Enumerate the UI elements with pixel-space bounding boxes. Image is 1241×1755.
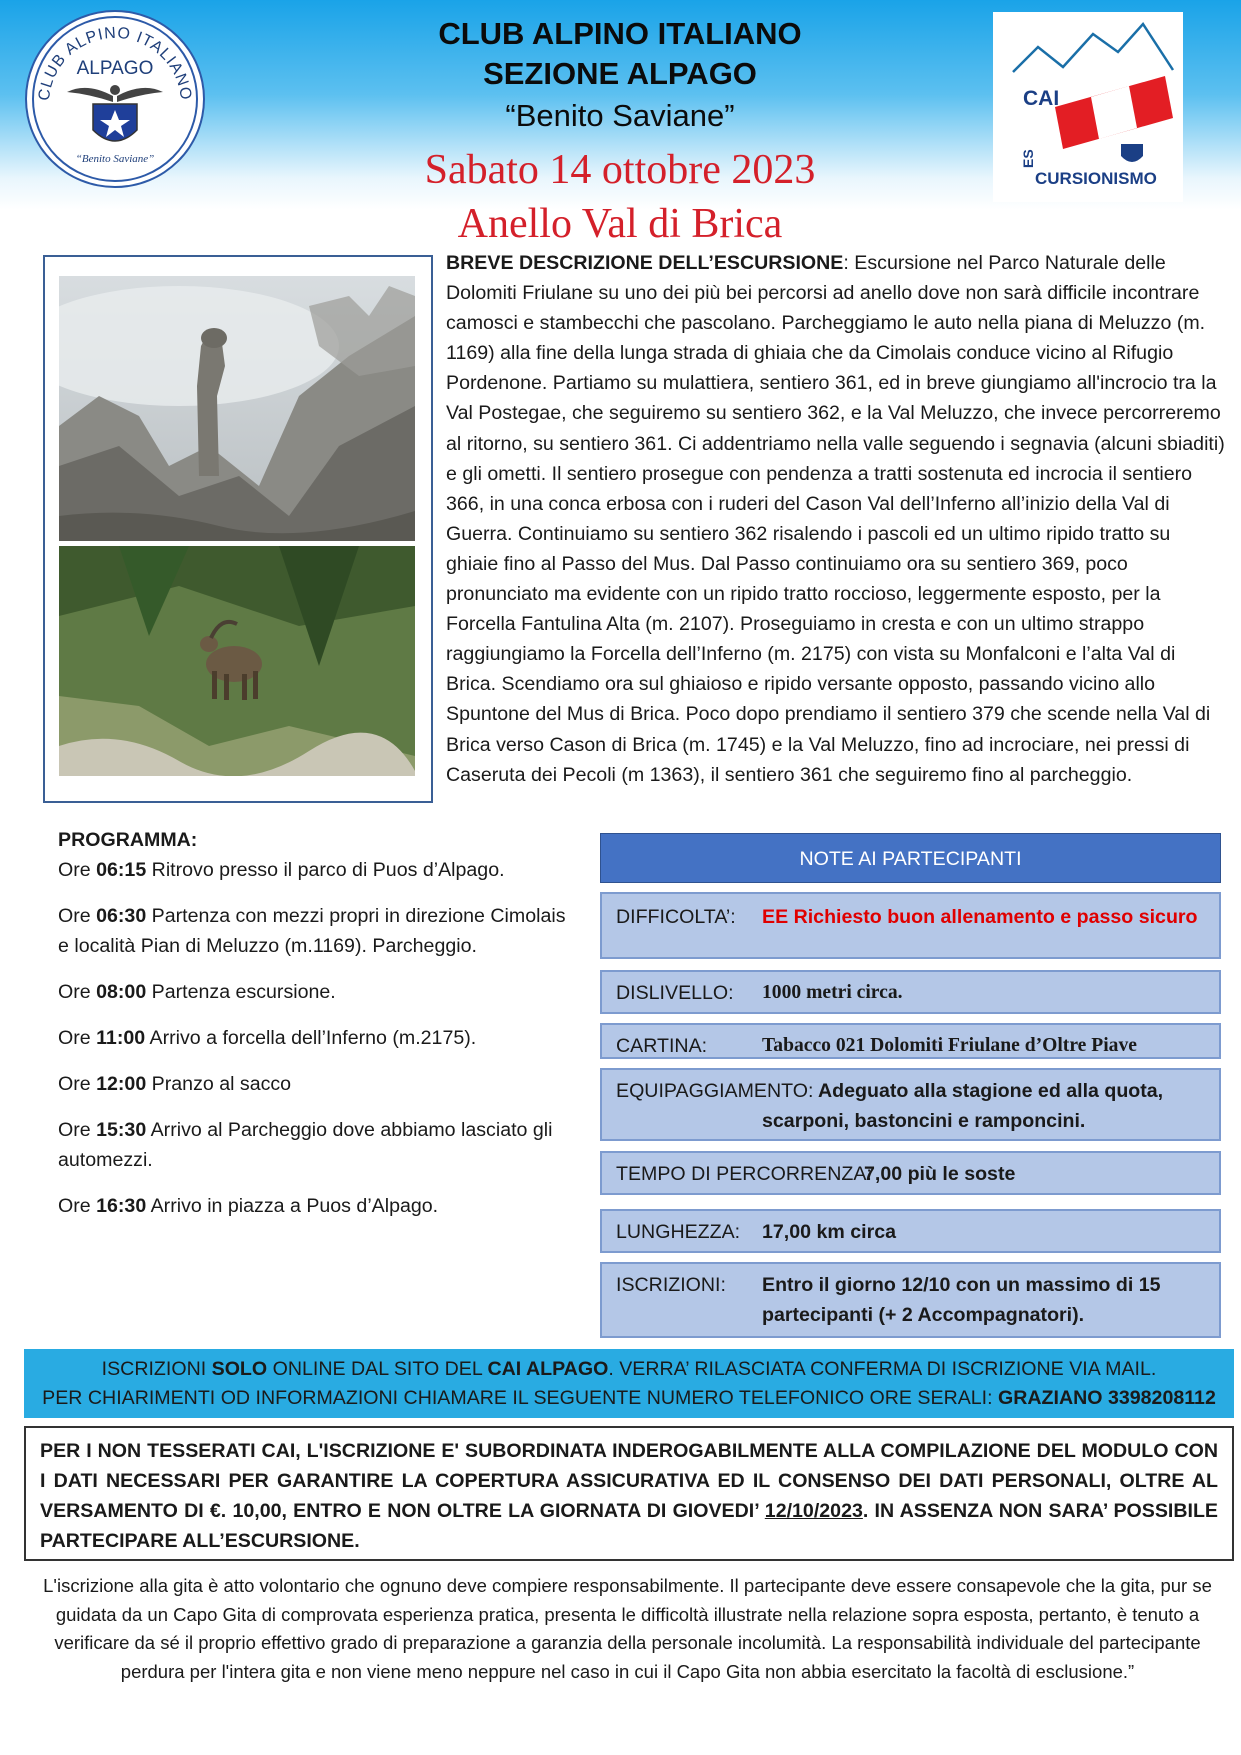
logo-name: ALPAGO bbox=[76, 58, 154, 79]
description-text: : Escursione nel Parco Naturale delle Dolomiti Friulane su uno dei più bei percorsi ad anello dove non sarà difficile incontrare camosci e stambecchi che pascolano. Parcheggiamo le auto nella piana di Meluzzo (m. 1169) alla fine della lunga strada di ghiaia che da Cimolais conduce vicino al Rifugio Pordenone. Partiamo su mulattiera, sentiero 361, ed in breve giungiamo all'incrocio tra la Val Postegae, che seguiremo su sentiero 362, e la Val Meluzzo, che invece percorreremo al ritorno, su sentiero 361. Ci addentriamo nella valle seguendo i segnavia (alcuni sbiaditi) e gli ometti. Il sentiero prosegue con pendenza a tratti sostenuta ed incrocia il sentiero 366, in una conca erbosa con i ruderi del Cason Val dell’Inferno all’inizio della Val di Guerra. Continuiamo su sentiero 362 risalendo i pascoli ed un ultimo ripido tratto su ghiaie fino al Passo del Mus. Dal Passo continuiamo ora su sentiero 369, poco pronunciato ma evidente con un ripido tratto roccioso, leggermente esposto, per la Forcella Fantulina Alta (m. 2107). Proseguiamo in cresta e con un ultimo strappo raggiungiamo la Forcella dell’Inferno (m. 2175) con vista su Monfalconi e l’alta Val di Brica. Scendiamo ora sul ghiaioso e ripido versante opposto, passando vicino allo Spuntone del Mus di Brica. Poco dopo prendiamo il sentiero 379 che scende nella Val di Brica verso Cason di Brica (m. 1745) e la Val Meluzzo, fino ad incrociare, nei pressi di Caseruta dei Pecoli (m 1363), il sentiero 361 che seguiremo fino al parcheggio. bbox=[446, 252, 1225, 786]
logo-es-text: ES bbox=[1020, 149, 1036, 168]
photo-frame bbox=[43, 255, 433, 803]
logo-cai-text: CAI bbox=[1023, 87, 1060, 110]
section-name: SEZIONE ALPAGO bbox=[483, 56, 757, 91]
program-time: 12:00 bbox=[96, 1073, 147, 1095]
program-item: Ore 11:00 Arrivo a forcella dell’Inferno (m.2175). bbox=[58, 1027, 477, 1049]
non-member-warning: PER I NON TESSERATI CAI, L'ISCRIZIONE E' SUBORDINATA INDEROGABILMENTE ALLA COMPILAZIONE DEL MODULO CON I DATI NECESSARI PER GARANTIRE LA COPERTURA ASSICURATIVA ED IL CONSENSO DEI DATI PERSONALI, OLTRE AL VERSAMENTO DI €. 10,00, ENTRO E NON OLTRE LA GIORNATA DI GIOVEDI’ 12/10/2023. IN ASSENZA NON SARA’ POSSIBILE PARTECIPARE ALL’ESCURSIONE. bbox=[24, 1426, 1234, 1561]
equip-value-line2: scarponi, bastoncini e ramponcini. bbox=[762, 1110, 1086, 1132]
excursion-description bbox=[446, 248, 1226, 790]
cai-alpago-emblem-icon bbox=[27, 12, 203, 186]
note-tempo bbox=[600, 1151, 1221, 1195]
logo-word-text: CURSIONISMO bbox=[1035, 169, 1157, 188]
rock-spire-photo bbox=[59, 276, 415, 541]
dislivello-value: 1000 metri circa. bbox=[762, 982, 903, 1003]
deadline-date: 12/10/2023 bbox=[764, 1500, 863, 1522]
banner-line1: ISCRIZIONI SOLO ONLINE DAL SITO DEL CAI ALPAGO. VERRA’ RILASCIATA CONFERMA DI ISCRIZIONE VIA MAIL. bbox=[101, 1358, 1157, 1380]
program-item: Ore 08:00 Partenza escursione. bbox=[58, 981, 336, 1003]
program-time: 16:30 bbox=[96, 1195, 147, 1217]
iscrizioni-label: ISCRIZIONI: bbox=[616, 1274, 726, 1296]
lunghezza-label: LUNGHEZZA: bbox=[616, 1221, 741, 1243]
note-difficolta bbox=[600, 892, 1221, 959]
program-time: 15:30 bbox=[96, 1119, 147, 1141]
equip-value-line1: Adeguato alla stagione ed alla quota, bbox=[818, 1080, 1164, 1102]
liability-disclaimer: L'iscrizione alla gita è atto volontario che ognuno deve compiere responsabilmente. Il partecipante deve essere consapevole che la gita, pur se guidata da un Capo Gita di comprovata esperienza pratica, presenta le difficoltà illustrate nella relazione sopra esposta, pertanto, è tenuto a verificare da sé il proprio effettivo grado di preparazione a garanzia della personale incolumità. La responsabilità individuale del partecipante perdura per l'intera gita e non viene meno neppure nel caso in cui il Capo Gita non abbia esercitato la facoltà di esclusione.” bbox=[43, 1575, 1212, 1682]
note-cartina bbox=[600, 1023, 1221, 1059]
notes-heading: NOTE AI PARTECIPANTI bbox=[600, 833, 1221, 883]
tempo-label: TEMPO DI PERCORRENZA: bbox=[616, 1163, 872, 1185]
program-section bbox=[58, 825, 578, 1237]
program-time: 06:30 bbox=[96, 905, 147, 927]
equip-label: EQUIPAGGIAMENTO: bbox=[616, 1080, 814, 1102]
tempo-value: 7,00 più le soste bbox=[864, 1163, 1016, 1185]
lunghezza-value: 17,00 km circa bbox=[762, 1221, 896, 1243]
program-heading: PROGRAMMA: bbox=[58, 829, 198, 851]
program-item: Ore 16:30 Arrivo in piazza a Puos d’Alpago. bbox=[58, 1195, 439, 1217]
logo-arc-text: CLUB ALPINO ITALIANO bbox=[35, 24, 195, 102]
cai-alpago-logo bbox=[25, 10, 205, 188]
program-item: Ore 15:30 Arrivo al Parcheggio dove abbiamo lasciato gli automezzi. bbox=[58, 1119, 553, 1171]
program-item: Ore 12:00 Pranzo al sacco bbox=[58, 1073, 292, 1095]
logo-bottom-text: “Benito Saviane” bbox=[75, 153, 155, 165]
iscrizioni-value-line2: partecipanti (+ 2 Accompagnatori). bbox=[762, 1304, 1085, 1326]
escursionismo-emblem-icon bbox=[993, 12, 1183, 202]
program-item: Ore 06:15 Ritrovo presso il parco di Puos d’Alpago. bbox=[58, 859, 505, 881]
note-dislivello bbox=[600, 970, 1221, 1014]
note-lunghezza bbox=[600, 1209, 1221, 1253]
note-iscrizioni bbox=[600, 1262, 1221, 1338]
difficolta-label: DIFFICOLTA’: bbox=[616, 906, 736, 928]
club-name: CLUB ALPINO ITALIANO bbox=[438, 16, 802, 51]
program-item: Ore 06:30 Partenza con mezzi propri in direzione Cimolais e località Pian di Meluzzo (m.1169). Parcheggio. bbox=[58, 905, 566, 957]
iscrizioni-value-line1: Entro il giorno 12/10 con un massimo di 15 bbox=[762, 1274, 1161, 1296]
section-dedication: “Benito Saviane” bbox=[505, 98, 735, 133]
registration-banner bbox=[24, 1349, 1234, 1418]
dislivello-label: DISLIVELLO: bbox=[616, 982, 734, 1004]
event-date: Sabato 14 ottobre 2023 bbox=[424, 147, 816, 193]
event-title: Anello Val di Brica bbox=[457, 201, 783, 247]
cartina-value: Tabacco 021 Dolomiti Friulane d’Oltre Piave bbox=[762, 1035, 1137, 1056]
banner-line2: PER CHIARIMENTI OD INFORMAZIONI CHIAMARE IL SEGUENTE NUMERO TELEFONICO ORE SERALI: GRAZIANO 3398208112 bbox=[42, 1387, 1216, 1409]
program-time: 06:15 bbox=[96, 859, 147, 881]
cartina-label: CARTINA: bbox=[616, 1035, 708, 1057]
description-heading: BREVE DESCRIZIONE DELL’ESCURSIONE bbox=[446, 252, 844, 274]
ibex-photo bbox=[59, 546, 415, 776]
note-equipaggiamento bbox=[600, 1068, 1221, 1141]
contact-phone: GRAZIANO 3398208112 bbox=[998, 1387, 1216, 1409]
difficolta-value: EE Richiesto buon allenamento e passo sicuro bbox=[762, 906, 1198, 928]
program-time: 08:00 bbox=[96, 981, 147, 1003]
program-time: 11:00 bbox=[96, 1027, 146, 1049]
escursionismo-logo bbox=[993, 12, 1183, 202]
